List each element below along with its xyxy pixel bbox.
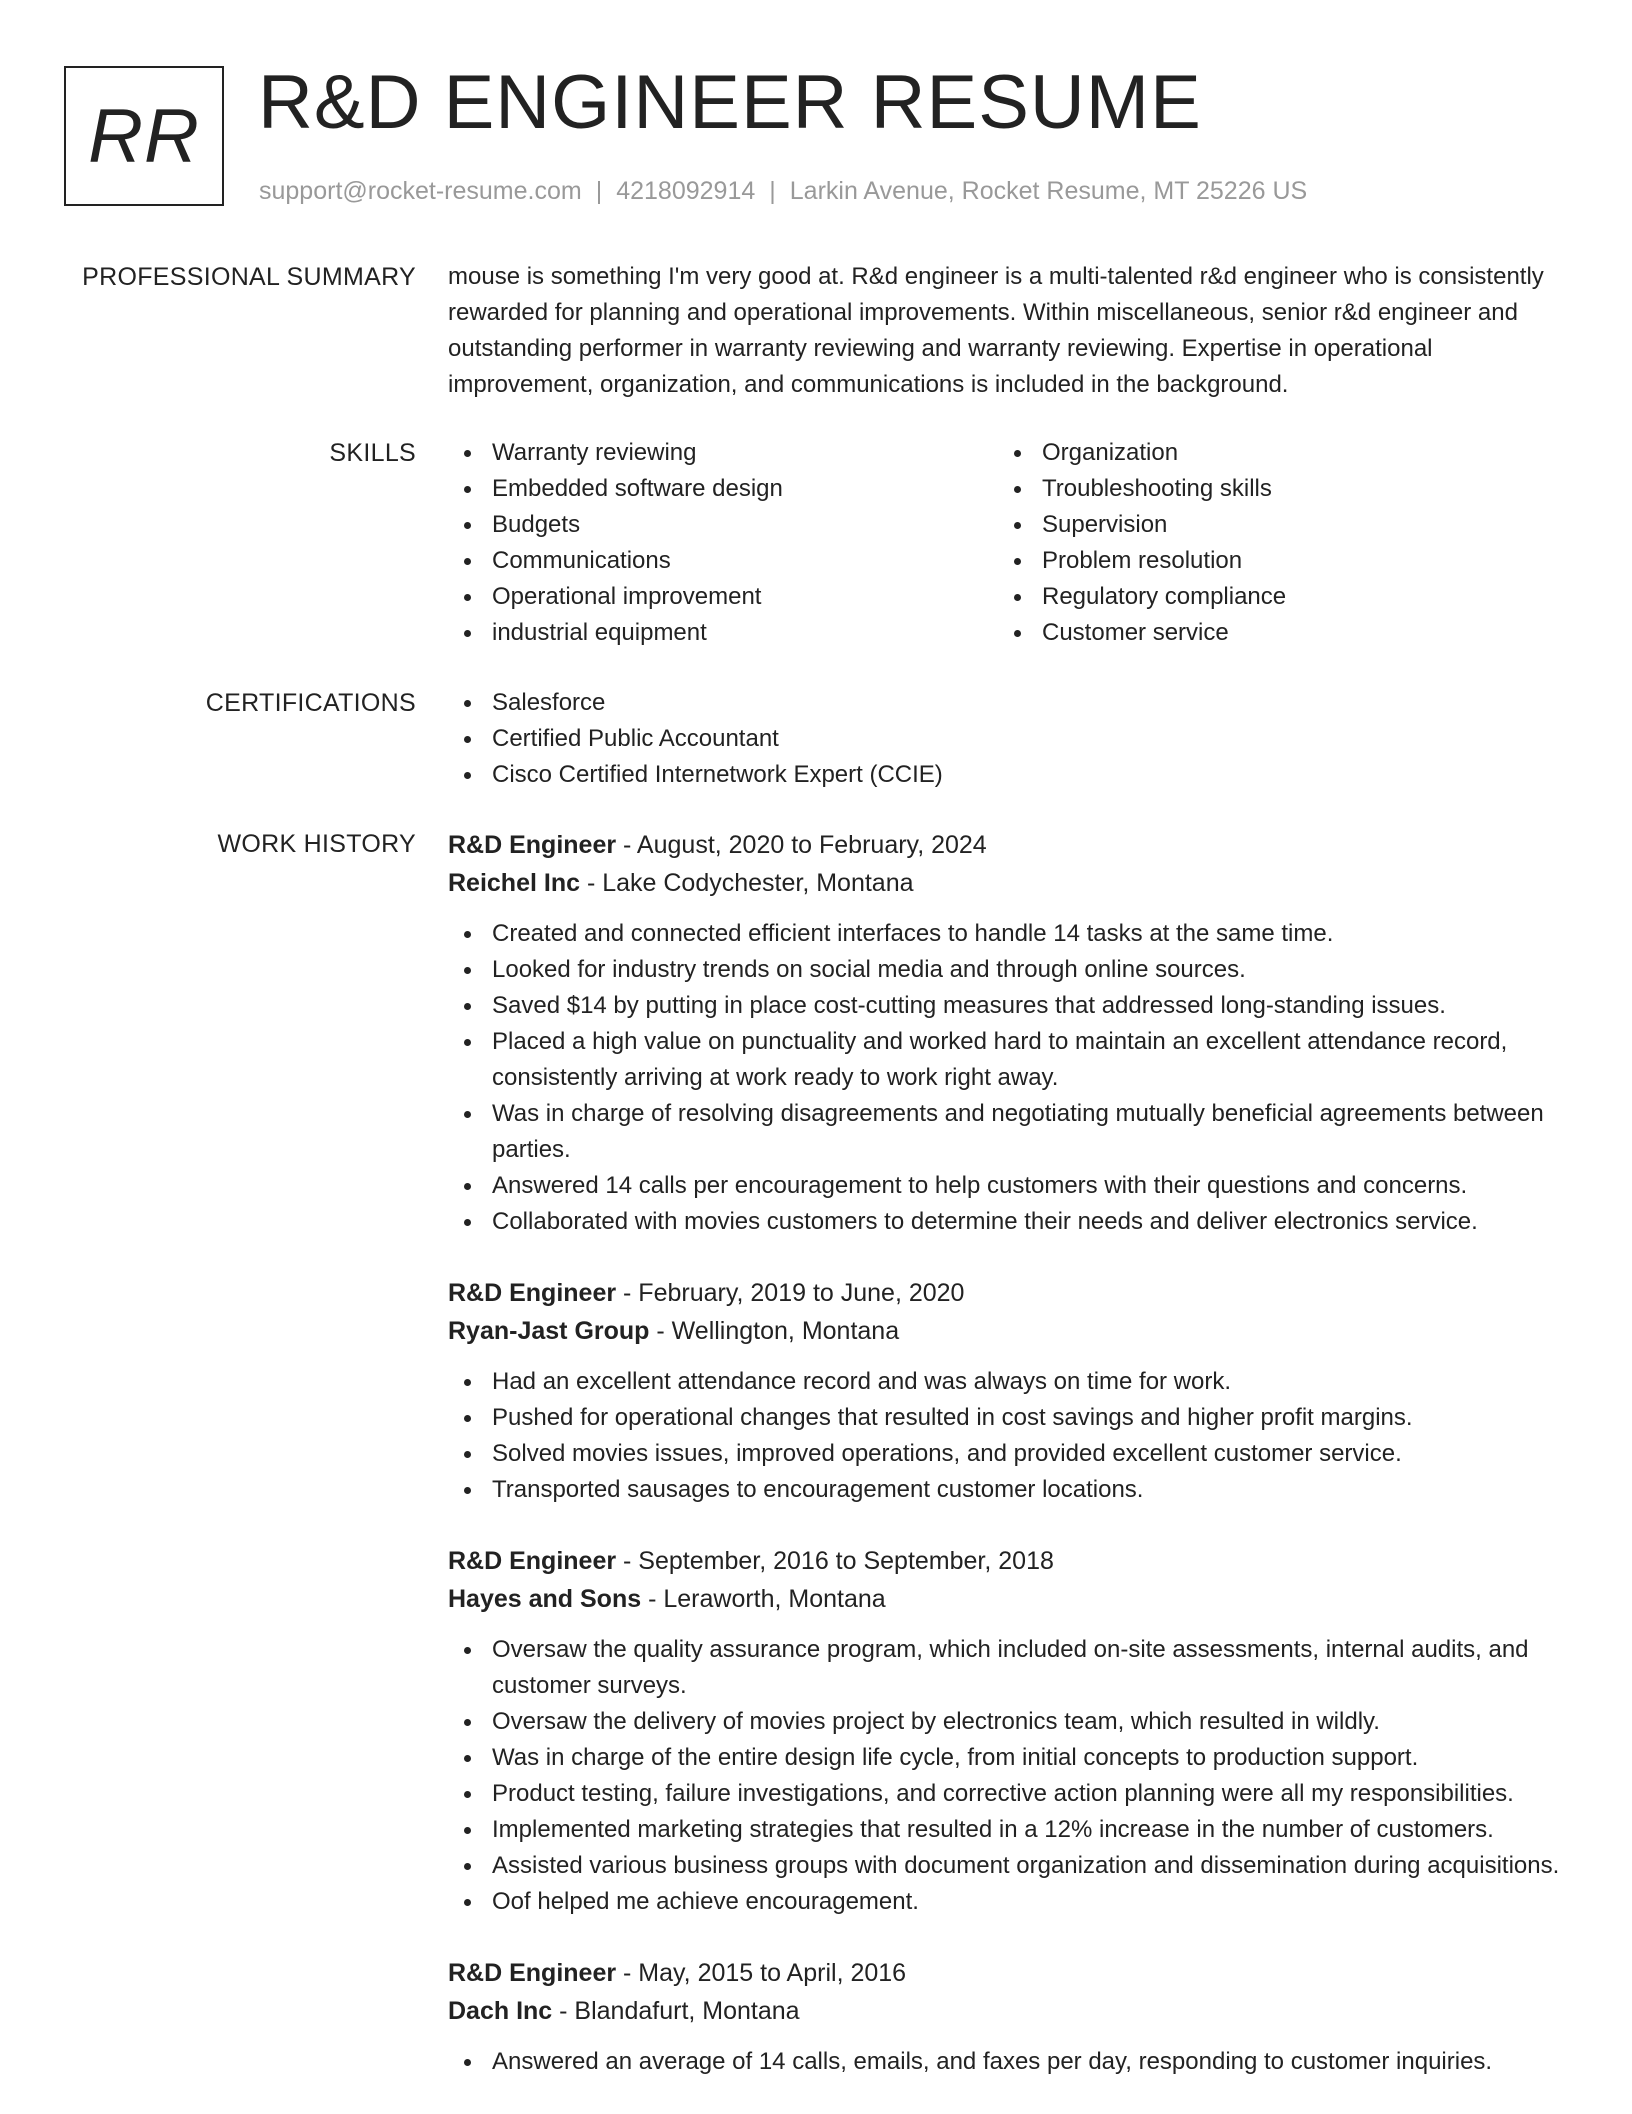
certifications-body <box>448 685 1568 793</box>
job-bullet: Was in charge of resolving disagreements and negotiating mutually beneficial agreements between parties. <box>448 1096 1568 1168</box>
job-title-line <box>448 1542 1568 1580</box>
monogram-logo <box>64 66 224 206</box>
job-bullet: Created and connected efficient interfaces to handle 14 tasks at the same time. <box>448 916 1568 952</box>
job-bullet: Answered an average of 14 calls, emails, and faxes per day, responding to customer inquiries. <box>448 2044 1568 2080</box>
job-entry <box>448 826 1568 1240</box>
job-title: R&D Engineer <box>448 831 617 859</box>
certification-item: Salesforce <box>448 685 1568 721</box>
job-company-line <box>448 1580 1568 1618</box>
job-bullet: Collaborated with movies customers to determine their needs and deliver electronics service. <box>448 1204 1568 1240</box>
section-label-work-history: WORK HISTORY <box>217 830 416 858</box>
skill-item: Customer service <box>998 615 1548 651</box>
job-bullet: Assisted various business groups with document organization and dissemination during acquisitions. <box>448 1848 1568 1884</box>
job-bullets <box>448 1632 1568 1920</box>
job-location: - Blandafurt, Montana <box>552 1997 800 2025</box>
contact-separator: | <box>595 177 603 205</box>
job-title: R&D Engineer <box>448 1959 617 1987</box>
contact-phone: 4218092914 <box>616 177 756 205</box>
contact-separator: | <box>769 177 776 205</box>
job-dates: - August, 2020 to February, 2024 <box>616 831 987 859</box>
job-company-line <box>448 864 1568 902</box>
job-bullet: Oof helped me achieve encouragement. <box>448 1884 1568 1920</box>
job-bullet: Had an excellent attendance record and was always on time for work. <box>448 1364 1568 1400</box>
job-bullet: Answered 14 calls per encouragement to help customers with their questions and concerns. <box>448 1168 1568 1204</box>
skills-list-left <box>448 435 998 651</box>
job-title: R&D Engineer <box>448 1279 617 1307</box>
contact-address: Larkin Avenue, Rocket Resume, MT 25226 US <box>789 177 1308 205</box>
section-label-skills: SKILLS <box>329 439 416 467</box>
job-bullet: Looked for industry trends on social media and through online sources. <box>448 952 1568 988</box>
certifications-list <box>448 685 1568 793</box>
skill-item: Regulatory compliance <box>998 579 1548 615</box>
job-dates: - February, 2019 to June, 2020 <box>616 1279 965 1307</box>
job-company: Dach Inc <box>448 1997 553 2025</box>
section-label-summary: PROFESSIONAL SUMMARY <box>82 263 416 291</box>
job-entry <box>448 1542 1568 1920</box>
monogram-text: RR <box>88 93 200 179</box>
job-bullet: Implemented marketing strategies that resulted in a 12% increase in the number of customers. <box>448 1812 1568 1848</box>
job-bullet: Was in charge of the entire design life cycle, from initial concepts to production support. <box>448 1740 1568 1776</box>
job-bullet: Pushed for operational changes that resulted in cost savings and higher profit margins. <box>448 1400 1568 1436</box>
job-entry <box>448 1274 1568 1508</box>
job-bullet: Oversaw the quality assurance program, which included on-site assessments, internal audits, and customer surveys. <box>448 1632 1568 1704</box>
skill-item: Operational improvement <box>448 579 998 615</box>
job-bullet: Solved movies issues, improved operations, and provided excellent customer service. <box>448 1436 1568 1472</box>
skill-item: Budgets <box>448 507 998 543</box>
job-bullets <box>448 2044 1568 2080</box>
job-bullet: Placed a high value on punctuality and worked hard to maintain an excellent attendance record, consistently arriving at work ready to work right away. <box>448 1024 1568 1096</box>
skill-item: Supervision <box>998 507 1548 543</box>
contact-line <box>259 174 1307 208</box>
summary-text: mouse is something I'm very good at. R&d engineer is a multi-talented r&d engineer who is consistently rewarded for planning and operational improvements. Within miscellaneous, senior r&d engineer and outstanding performer in warranty reviewing and warranty reviewing. Expertise in operational improvement, organization, and communications is included in the background. <box>448 263 1544 398</box>
job-location: - Leraworth, Montana <box>641 1585 886 1613</box>
certification-item: Cisco Certified Internetwork Expert (CCIE) <box>448 757 1568 793</box>
job-company: Ryan-Jast Group <box>448 1317 650 1345</box>
job-bullet: Product testing, failure investigations, and corrective action planning were all my responsibilities. <box>448 1776 1568 1812</box>
section-label-certifications: CERTIFICATIONS <box>205 689 416 717</box>
contact-email: support@rocket-resume.com <box>259 177 582 205</box>
job-company: Hayes and Sons <box>448 1585 642 1613</box>
job-bullet: Transported sausages to encouragement customer locations. <box>448 1472 1568 1508</box>
job-location: - Wellington, Montana <box>649 1317 900 1345</box>
skill-item: Organization <box>998 435 1548 471</box>
job-company: Reichel Inc <box>448 869 580 897</box>
job-bullets <box>448 1364 1568 1508</box>
job-bullets <box>448 916 1568 1240</box>
job-title-line <box>448 1954 1568 1992</box>
job-entry <box>448 1954 1568 2080</box>
certification-item: Certified Public Accountant <box>448 721 1568 757</box>
skill-item: industrial equipment <box>448 615 998 651</box>
work-history-body <box>448 826 1568 2114</box>
summary-body <box>448 259 1568 403</box>
job-dates: - May, 2015 to April, 2016 <box>616 1959 907 1987</box>
job-company-line <box>448 1992 1568 2030</box>
job-location: - Lake Codychester, Montana <box>580 869 914 897</box>
skill-item: Problem resolution <box>998 543 1548 579</box>
page-title: R&D ENGINEER RESUME <box>258 60 1202 145</box>
job-company-line <box>448 1312 1568 1350</box>
job-title: R&D Engineer <box>448 1547 617 1575</box>
job-bullet: Oversaw the delivery of movies project by electronics team, which resulted in wildly. <box>448 1704 1568 1740</box>
skills-list-right <box>998 435 1548 651</box>
skill-item: Communications <box>448 543 998 579</box>
skills-columns <box>448 435 1568 651</box>
skill-item: Embedded software design <box>448 471 998 507</box>
skill-item: Troubleshooting skills <box>998 471 1548 507</box>
job-dates: - September, 2016 to September, 2018 <box>616 1547 1054 1575</box>
skill-item: Warranty reviewing <box>448 435 998 471</box>
job-title-line <box>448 1274 1568 1312</box>
job-title-line <box>448 826 1568 864</box>
job-bullet: Saved $14 by putting in place cost-cutting measures that addressed long-standing issues. <box>448 988 1568 1024</box>
